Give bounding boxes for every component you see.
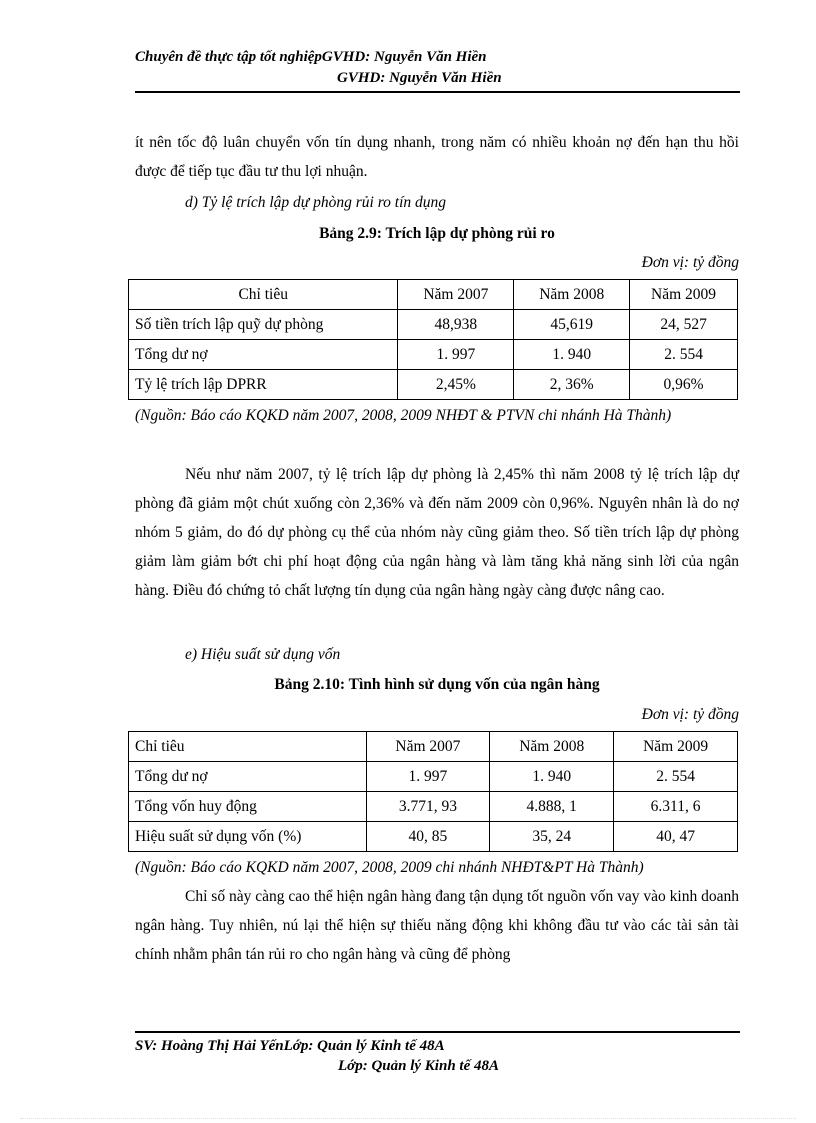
table-row <box>129 370 738 400</box>
table-cell: 6.311, 6 <box>614 792 738 822</box>
paragraph-3: Chỉ số này càng cao thể hiện ngân hàng đang tận dụng tốt nguồn vốn vay vào kinh doanh ngân hàng. Tuy nhiên, nú lại thể hiện sự thiếu năng động khi không đầu tư vào các tài sản tài chính nhằm phân tán rủi ro cho ngân hàng và cũng để phòng <box>135 888 739 963</box>
header-rule <box>135 91 740 93</box>
table-cell: 4.888, 1 <box>490 792 614 822</box>
table-cell: 1. 940 <box>514 340 630 370</box>
table1-title: Bảng 2.9: Trích lập dự phòng rủi ro <box>319 225 555 242</box>
table-row <box>129 792 738 822</box>
table-cell: Tổng vốn huy động <box>129 792 367 822</box>
table-cell: 2,45% <box>398 370 514 400</box>
table-cell: 40, 47 <box>614 822 738 852</box>
table-provision <box>128 279 738 400</box>
table-row <box>129 310 738 340</box>
table2-title: Bảng 2.10: Tình hình sử dụng vốn của ngân hàng <box>274 676 600 693</box>
table-cell: 48,938 <box>398 310 514 340</box>
table-header-row <box>129 280 738 310</box>
table2-source: (Nguồn: Báo cáo KQKD năm 2007, 2008, 2009 chi nhánh NHĐT&PT Hà Thành) <box>135 859 644 876</box>
table-row <box>129 822 738 852</box>
table-cell: 2. 554 <box>630 340 738 370</box>
table-header-cell: Chỉ tiêu <box>129 280 398 310</box>
table-header-cell: Năm 2008 <box>514 280 630 310</box>
table-cell: Tổng dư nợ <box>129 762 367 792</box>
section-heading-e: e) Hiệu suất sử dụng vốn <box>185 646 341 663</box>
table-cell: Tỷ lệ trích lập DPRR <box>129 370 398 400</box>
page-header-line1: Chuyên đề thực tập tốt nghiệpGVHD: Nguyễn Văn Hiền <box>135 49 487 65</box>
page-footer-line1: SV: Hoàng Thị Hải YếnLớp: Quản lý Kinh tế 48A <box>135 1038 445 1054</box>
table-cell: 1. 997 <box>398 340 514 370</box>
table-cell: 2. 554 <box>614 762 738 792</box>
table-header-row <box>129 732 738 762</box>
paragraph-2: Nếu như năm 2007, tỷ lệ trích lập dự phòng là 2,45% thì năm 2008 tỷ lệ trích lập dự phòng đã giảm một chút xuống còn 2,36% và đến năm 2009 còn 0,96%. Nguyên nhân là do nợ nhóm 5 giảm, do đó dự phòng cụ thể của nhóm này cũng giảm theo. Số tiền trích lập dự phòng giảm làm giảm bớt chi phí hoạt động của ngân hàng và làm tăng khả năng sinh lời của ngân hàng. Điều đó chứng tỏ chất lượng tín dụng của ngân hàng ngày càng được nâng cao. <box>135 466 739 599</box>
table-header-cell: Năm 2008 <box>490 732 614 762</box>
table-header-cell: Năm 2007 <box>366 732 490 762</box>
table-row <box>129 762 738 792</box>
section-heading-d: d) Tỷ lệ trích lập dự phòng rủi ro tín dụng <box>185 194 447 211</box>
table-cell: 3.771, 93 <box>366 792 490 822</box>
table-cell: 1. 940 <box>490 762 614 792</box>
paragraph-1: ít nên tốc độ luân chuyển vốn tín dụng nhanh, trong năm có nhiều khoản nợ đến hạn thu hồi được để tiếp tục đầu tư thu lợi nhuận. <box>135 134 739 180</box>
table-cell: 0,96% <box>630 370 738 400</box>
table-cell: 35, 24 <box>490 822 614 852</box>
table-cell: Tổng dư nợ <box>129 340 398 370</box>
table1-unit: Đơn vị: tỷ đồng <box>641 254 739 271</box>
table-cell: 1. 997 <box>366 762 490 792</box>
table-cell: 24, 527 <box>630 310 738 340</box>
table-row <box>129 340 738 370</box>
table-cell: 45,619 <box>514 310 630 340</box>
page-footer-line2: Lớp: Quản lý Kinh tế 48A <box>338 1058 499 1074</box>
table-cell: 2, 36% <box>514 370 630 400</box>
table-header-cell: Chỉ tiêu <box>129 732 367 762</box>
table1-source: (Nguồn: Báo cáo KQKD năm 2007, 2008, 2009 NHĐT & PTVN chi nhánh Hà Thành) <box>135 407 672 424</box>
page-edge-dotted-line <box>20 1118 796 1119</box>
table-cell: Số tiền trích lập quỹ dự phòng <box>129 310 398 340</box>
table-capital-usage <box>128 731 738 852</box>
page-header-line2: GVHD: Nguyễn Văn Hiền <box>337 70 502 86</box>
table-header-cell: Năm 2007 <box>398 280 514 310</box>
table-header-cell: Năm 2009 <box>630 280 738 310</box>
table-cell: Hiệu suất sử dụng vốn (%) <box>129 822 367 852</box>
table-cell: 40, 85 <box>366 822 490 852</box>
table-header-cell: Năm 2009 <box>614 732 738 762</box>
table2-unit: Đơn vị: tỷ đồng <box>641 706 739 723</box>
footer-rule <box>135 1031 740 1033</box>
